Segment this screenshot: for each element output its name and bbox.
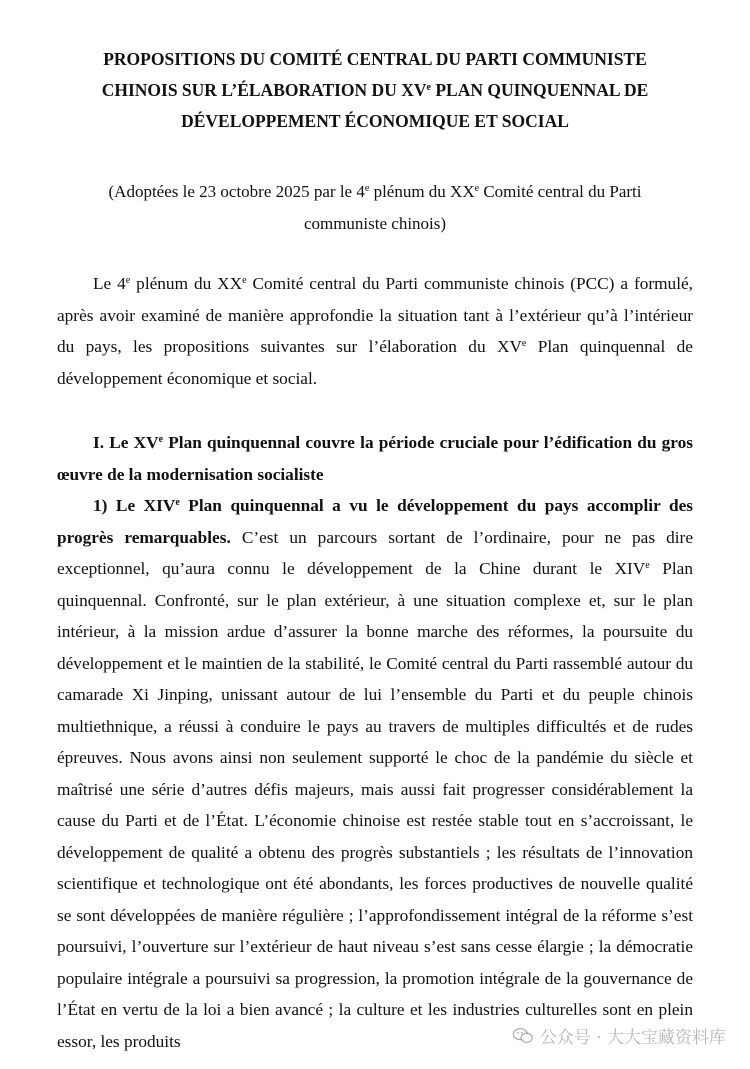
point-1-heading-b: Plan quinquennal a vu le développement du pays accomplir des progrès remarquables. [57,496,693,547]
intro-text-c: Comité central du Parti communiste chinois (PCC) a formulé, après avoir examiné de manière approfondie la situation tant à l’extérieur qu’à l’intérieur du pays, les propositions suivantes sur l’élaboration du XV [57,274,693,356]
title-line-2b: PLAN QUINQUENNAL DE [430,80,649,100]
title-line-1: PROPOSITIONS DU COMITÉ CENTRAL DU PARTI COMMUNISTE [103,49,647,69]
adoption-text-b: plénum du XX [369,182,475,201]
section-heading-1 [57,427,693,490]
point-1-text-a: C’est un parcours sortant de l’ordinaire, pour ne pas dire exceptionnel, qu’aura connu le développement de la Chine durant le XIV [57,527,693,578]
section-heading-sup: e [158,434,164,445]
point-1-heading-a: 1) Le XIV [93,496,176,515]
section-heading-text-b: Plan quinquennal couvre la période cruciale pour l’édification du gros œuvre de la modernisation socialiste [57,433,694,484]
adoption-text-c: Comité central du Parti [479,182,642,201]
wechat-icon [512,1025,534,1047]
document-title [60,44,690,137]
adoption-text-line2: communiste chinois) [303,214,447,233]
intro-sup-3: e [521,338,527,349]
intro-paragraph [57,268,693,394]
intro-sup-2: e [242,275,247,286]
adoption-sup-2: e [474,183,480,194]
point-1-heading-sup: e [175,497,180,508]
adoption-sup-1: e [364,183,370,194]
title-line-3: DÉVELOPPEMENT ÉCONOMIQUE ET SOCIAL [181,111,569,131]
intro-sup-1: e [125,275,131,286]
watermark [512,1023,726,1048]
intro-text-b: plénum du XX [130,274,243,293]
intro-text-d: Plan quinquennal de développement économique et social. [57,337,693,388]
point-1-sup: e [645,560,650,571]
point-1-paragraph [57,490,693,1057]
adoption-note [60,176,690,240]
section-heading-text-a: I. Le XV [93,433,159,452]
point-1-text-b: Plan quinquennal. Confronté, sur le plan extérieur, à une situation complexe et, sur le plan intérieur, à la mission ardue d’assurer la bonne marche des réformes, la poursuite du développement et le maintien de la stabilité, le Comité central du Parti rassemblé autour du camarade Xi Jinping, unissant autour de lui l’ensemble du Parti et du peuple chinois multiethnique, a réussi à conduire le pays au travers de multiples difficultés et de rudes épreuves. Nous avons ainsi non seulement supporté le choc de la pandémie du siècle et maîtrisé une série d’autres défis majeurs, mais aussi fait progresser considérablement la cause du Parti et de l’État. L’économie chinoise est restée stable tout en s’accroissant, le développement de qualité a obtenu des progrès substantiels ; les résultats de l’innovation scientifique et technologique ont été abondants, les forces productives de nouvelle qualité se sont développées de manière régulière ; l’approfondissement intégral de la réforme s’est poursuivi, l’ouverture sur l’extérieur de haut niveau s’est sans cesse élargie ; la démocratie populaire intégrale a poursuivi sa progression, la promotion intégrale de la gouvernance de l’État en vertu de la loi a bien avancé ; la culture et les industries culturelles sont en plein essor, les produits [57,559,693,1051]
watermark-text: 公众号 · 大大宝藏资料库 [539,1028,726,1048]
title-sup: e [426,82,431,93]
title-line-2a: CHINOIS SUR L’ÉLABORATION DU XV [101,80,427,100]
intro-text-a: Le 4 [93,274,126,293]
adoption-text-a: (Adoptées le 23 octobre 2025 par le 4 [108,182,365,201]
